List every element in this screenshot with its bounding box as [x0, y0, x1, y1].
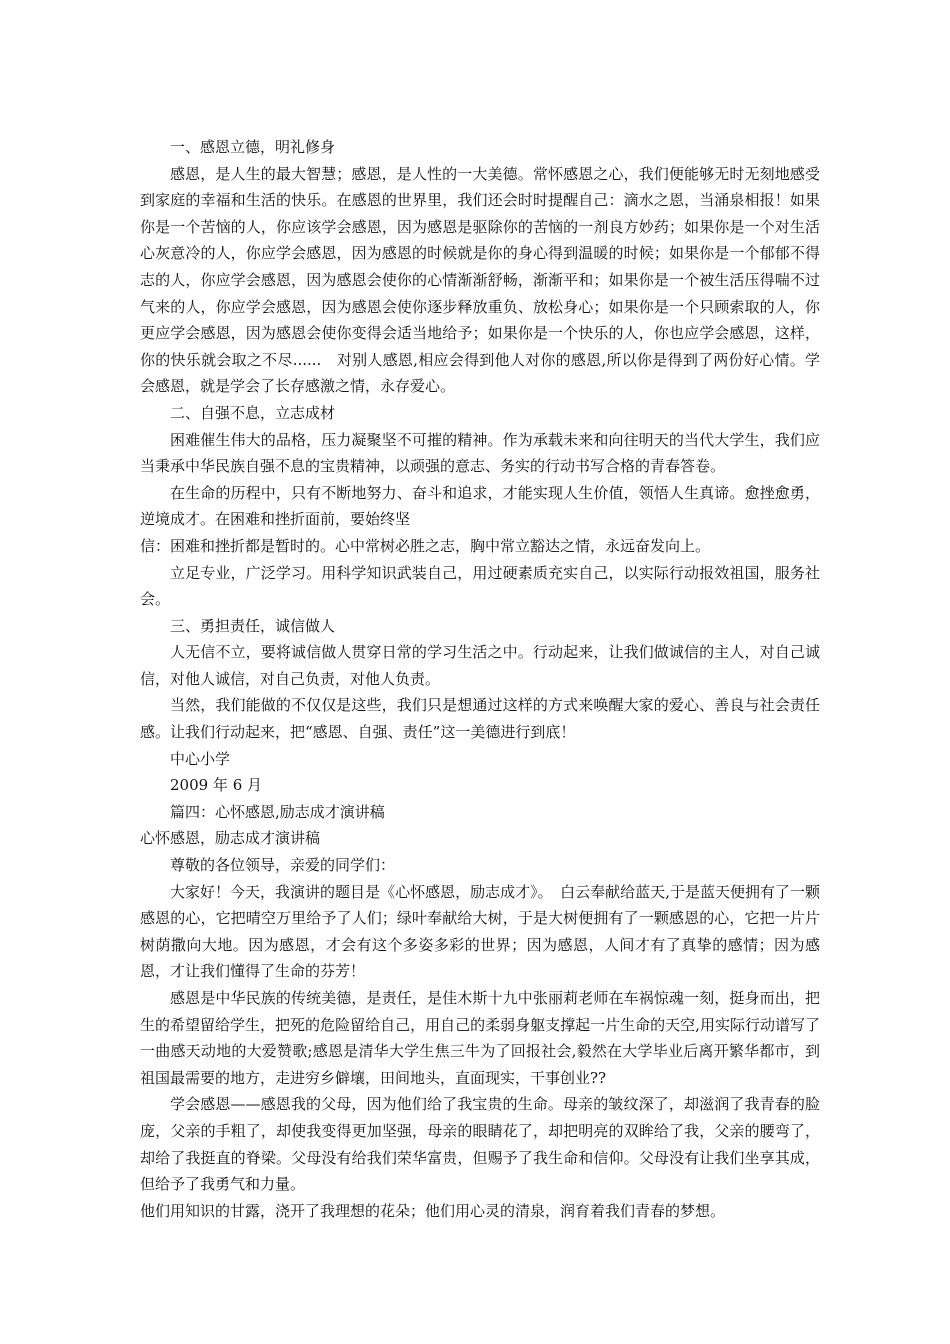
- signature-date: 2009 年 6 月: [170, 776, 263, 795]
- paragraph: 困难催生伟大的品格，压力凝聚坚不可摧的精神。作为承载未来和向往明天的当代大学生，我们应当秉承中华民族自强不息的宝贵精神，以顽强的意志、务实的行动书写合格的青春答卷。: [140, 430, 820, 476]
- paragraph: 人无信不立，要将诚信做人贯穿日常的学习生活之中。行动起来，让我们做诚信的主人，对自己诚信，对他人诚信，对自己负责，对他人负责。: [140, 643, 820, 688]
- salutation: 尊敬的各位领导，亲爱的同学们：: [170, 856, 396, 875]
- section-title: 篇四：心怀感恩,励志成才演讲稿: [170, 802, 385, 821]
- paragraph: 大家好！今天，我演讲的题目是《心怀感恩，励志成才》。 白云奉献给蓝天,于是蓝天便拥有了一颗感恩的心，它把晴空万里给予了人们；绿叶奉献给大树，于是大树便拥有了一颗感恩的心，它把一片片树荫撒向大地。因为感恩，才会有这个多姿多彩的世界；因为感恩，人间才有了真挚的感情；因为感恩，才让我们懂得了生命的芬芳！: [140, 882, 820, 981]
- document-body: [140, 114, 820, 1224]
- paragraph: 学会感恩——感恩我的父母，因为他们给了我宝贵的生命。母亲的皱纹深了，却滋润了我青春的脸庞，父亲的手粗了，却使我变得更加坚强，母亲的眼睛花了，却把明亮的双眸给了我，父亲的腰弯了，却给了我挺直的脊梁。父母没有给我们荣华富贵，但赐予了我生命和信仰。父母没有让我们坐享其成，但给予了我勇气和力量。: [140, 1095, 820, 1194]
- paragraph: 他们用知识的甘露，浇开了我理想的花朵；他们用心灵的清泉，润育着我们青春的梦想。: [140, 1201, 726, 1220]
- top-spacer: [140, 114, 820, 134]
- paragraph: 当然，我们能做的不仅仅是这些，我们只是想通过这样的方式来唤醒大家的爱心、善良与社会责任感。让我们行动起来，把“感恩、自强、责任”这一美德进行到底！: [140, 696, 820, 742]
- paragraph: 信：困难和挫折都是暂时的。心中常树必胜之志，胸中常立豁达之情，永远奋发向上。: [140, 536, 711, 555]
- heading-3: 三、勇担责任，诚信做人: [170, 616, 336, 635]
- heading-2: 二、自强不息，立志成材: [170, 403, 336, 422]
- signature-school: 中心小学: [170, 749, 231, 768]
- paragraph: 立足专业，广泛学习。用科学知识武装自己，用过硬素质充实自己，以实际行动报效祖国，服务社会。: [140, 563, 820, 609]
- heading-1: 一、感恩立德，明礼修身: [170, 138, 336, 156]
- paragraph: 感恩，是人生的最大智慧；感恩，是人性的一大美德。常怀感恩之心，我们便能够无时无刻地感受到家庭的幸福和生活的快乐。在感恩的世界里，我们还会时时提醒自己：滴水之恩，当涌泉相报！如果你是一个苦恼的人，你应该学会感恩，因为感恩是驱除你的苦恼的一剂良方妙药；如果你是一个对生活心灰意冷的人，你应学会感恩，因为感恩的时候就是你的身心得到温暖的时候；如果你是一个郁郁不得志的人，你应学会感恩，因为感恩会使你的心情渐渐舒畅，渐渐平和；如果你是一个被生活压得喘不过气来的人，你应学会感恩，因为感恩会使你逐步释放重负、放松身心；如果你是一个只顾索取的人，你更应学会感恩，因为感恩会使你变得会适当地给予；如果你是一个快乐的人，你也应学会感恩，这样，你的快乐就会取之不尽...... 对别人感恩,相应会得到他人对你的感恩,所以你是得到了两份好心情。学会感恩，就是学会了长存感激之情，永存爱心。: [140, 164, 820, 396]
- paragraph: 在生命的历程中，只有不断地努力、奋斗和追求，才能实现人生价值，领悟人生真谛。愈挫愈勇，逆境成才。在困难和挫折面前，要始终坚: [140, 483, 820, 529]
- speech-title: 心怀感恩，励志成才演讲稿: [140, 829, 321, 848]
- paragraph: 感恩是中华民族的传统美德，是责任，是佳木斯十九中张丽莉老师在车祸惊魂一刻，挺身而出，把生的希望留给学生，把死的危险留给自己，用自己的柔弱身躯支撑起一片生命的天空,用实际行动谱写了一曲感天动地的大爱赞歌;感恩是清华大学生焦三牛为了回报社会,毅然在大学毕业后离开繁华都市，到祖国最需要的地方，走进穷乡僻壤，田间地头，直面现实，干事创业??: [140, 989, 820, 1087]
